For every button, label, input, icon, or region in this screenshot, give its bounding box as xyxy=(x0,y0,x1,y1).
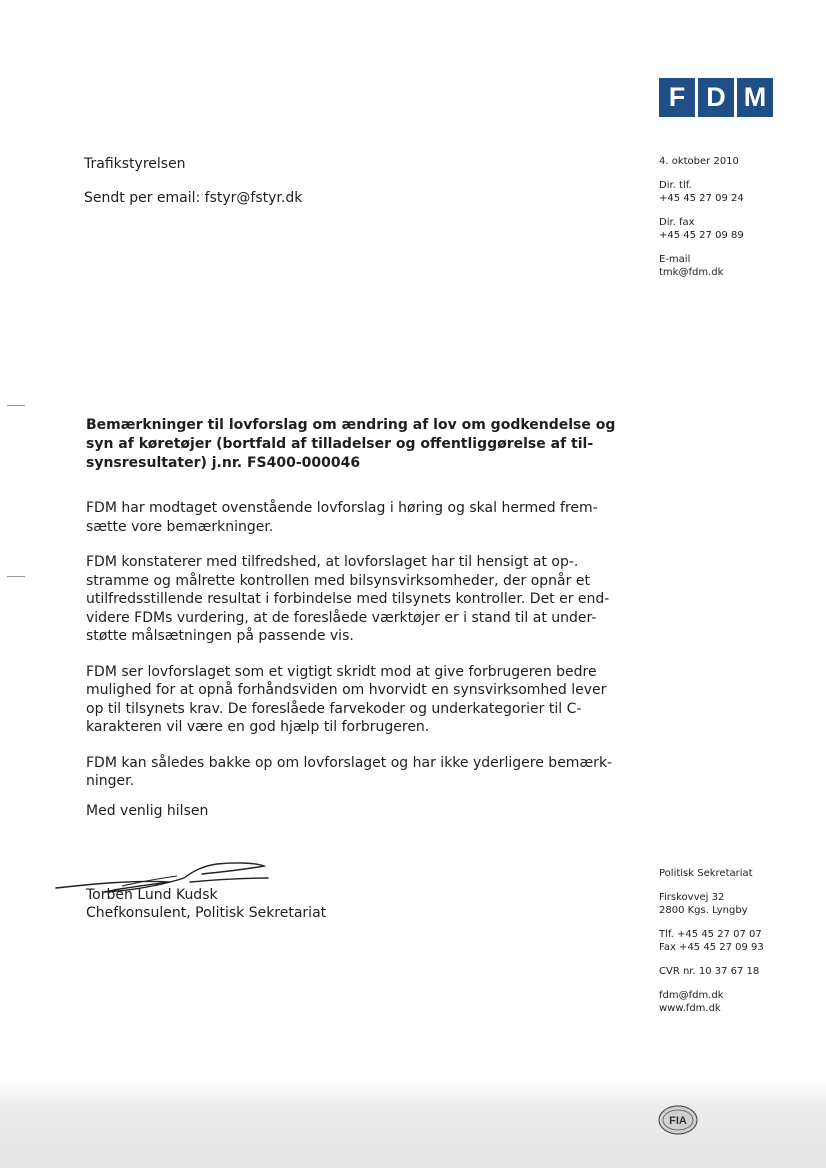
text-line: mulighed for at opnå forhåndsviden om hvorvidt en synsvirksomhed lever xyxy=(86,682,607,698)
office-email: fdm@fdm.dk xyxy=(659,990,724,1001)
logo-letter-m: M xyxy=(737,78,773,117)
logo-letter-f: F xyxy=(659,78,695,117)
subject-line: synsresultater) j.nr. FS400-000046 xyxy=(86,455,361,471)
text-line: utilfredsstillende resultat i forbindelse med tilsynets kontroller. Det er end- xyxy=(86,591,610,607)
recipient-block xyxy=(84,154,302,208)
letter-body xyxy=(86,499,626,808)
text-line: FDM ser lovforslaget som et vigtigt skridt mod at give forbrugeren bedre xyxy=(86,663,597,680)
text-line: sætte vore bemærkninger. xyxy=(86,518,274,535)
text-line: videre FDMs vurdering, at de foreslåede værktøjer er i stand til at under- xyxy=(86,609,597,626)
office-fax: Fax +45 45 27 09 93 xyxy=(659,942,764,953)
office-info xyxy=(659,867,764,1026)
closing-salutation: Med venlig hilsen xyxy=(86,803,209,819)
email-label: E-mail xyxy=(659,254,691,265)
signer-block xyxy=(86,886,326,922)
fia-badge-text: FIA xyxy=(669,1115,687,1127)
text-line: ninger. xyxy=(86,773,135,789)
fold-mark xyxy=(7,576,25,577)
office-cvr: CVR nr. 10 37 67 18 xyxy=(659,966,760,977)
paragraph xyxy=(86,754,626,791)
paragraph xyxy=(86,553,626,646)
text-line: stramme og målrette kontrollen med bilsynsvirksomheder, der opnår et xyxy=(86,572,590,589)
signer-title: Chefkonsulent, Politisk Sekretariat xyxy=(86,905,327,921)
paragraph xyxy=(86,499,626,536)
letter-date: 4. oktober 2010 xyxy=(659,156,739,167)
text-line: FDM konstaterer med tilfredshed, at lovforslaget har til hensigt at op-. xyxy=(86,554,579,570)
sender-info xyxy=(659,155,744,290)
footer-band xyxy=(0,1080,826,1168)
fdm-logo xyxy=(659,78,773,117)
subject-heading xyxy=(86,416,626,473)
fold-mark xyxy=(7,405,25,406)
logo-letter-d: D xyxy=(698,78,734,117)
office-department: Politisk Sekretariat xyxy=(659,868,753,879)
office-tel: Tlf. +45 45 27 07 07 xyxy=(659,929,762,940)
text-line: karakteren vil være en god hjælp til forbrugeren. xyxy=(86,719,430,735)
text-line: FDM kan således bakke op om lovforslaget og har ikke yderligere bemærk- xyxy=(86,754,613,771)
signer-name: Torben Lund Kudsk xyxy=(86,887,218,903)
fax-number: +45 45 27 09 89 xyxy=(659,230,744,241)
office-web: www.fdm.dk xyxy=(659,1003,721,1014)
recipient-email-line: Sendt per email: fstyr@fstyr.dk xyxy=(84,190,303,206)
phone-label: Dir. tlf. xyxy=(659,180,692,191)
fax-label: Dir. fax xyxy=(659,217,695,228)
fia-badge-icon xyxy=(657,1104,699,1136)
phone-number: +45 45 27 09 24 xyxy=(659,193,744,204)
subject-line: Bemærkninger til lovforslag om ændring af lov om godkendelse og xyxy=(86,417,616,433)
email-address: tmk@fdm.dk xyxy=(659,267,724,278)
text-line: FDM har modtaget ovenstående lovforslag i høring og skal hermed frem- xyxy=(86,500,598,516)
paragraph xyxy=(86,663,626,737)
text-line: støtte målsætningen på passende vis. xyxy=(86,628,354,644)
office-street: Firskovvej 32 xyxy=(659,892,725,903)
text-line: op til tilsynets krav. De foreslåede farvekoder og underkategorier til C- xyxy=(86,700,582,717)
office-city: 2800 Kgs. Lyngby xyxy=(659,905,748,916)
subject-line: syn af køretøjer (bortfald af tilladelser og offentliggørelse af til- xyxy=(86,436,594,452)
recipient-name: Trafikstyrelsen xyxy=(84,156,186,172)
